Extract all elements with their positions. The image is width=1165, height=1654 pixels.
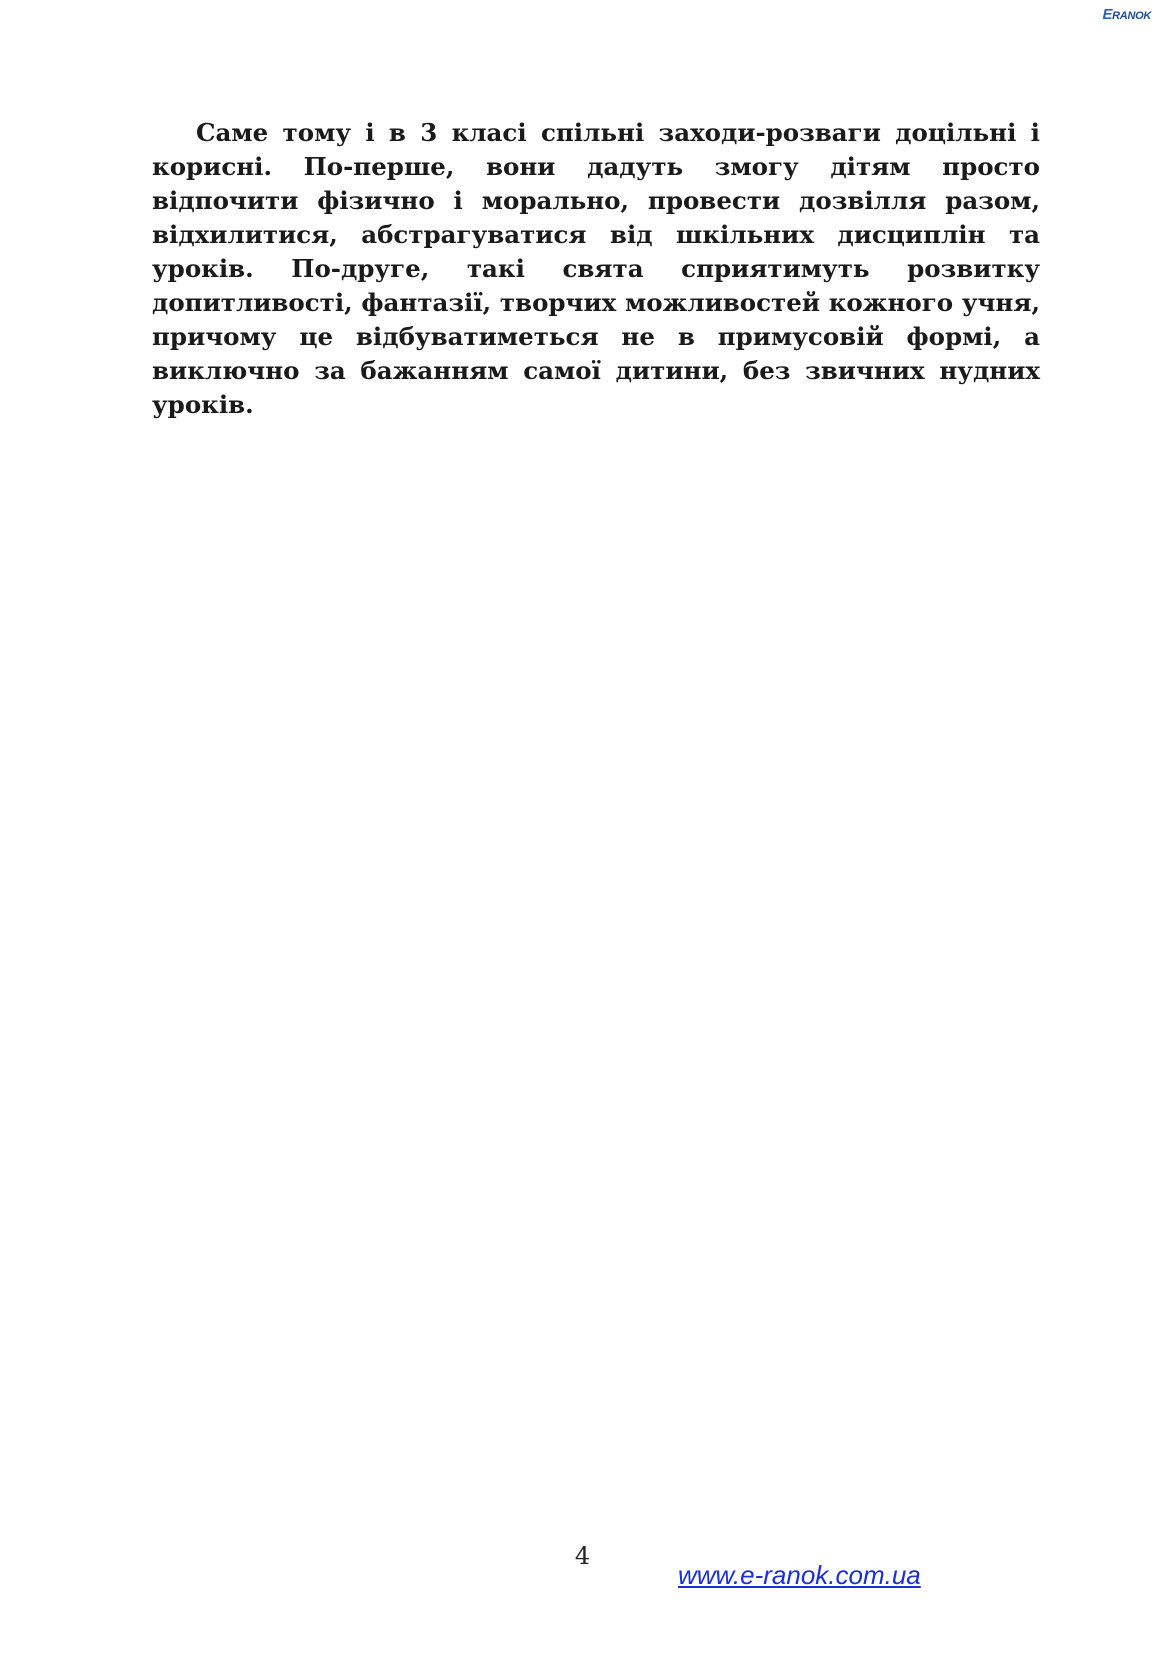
page-number: 4	[574, 1542, 591, 1570]
logo-prefix: E	[1102, 6, 1113, 23]
logo-text: RANOK	[1112, 10, 1151, 22]
site-link[interactable]: www.e-ranok.com.ua	[678, 1560, 921, 1590]
main-text	[152, 116, 1040, 422]
paragraph-1: Саме тому і в 3 класі спільні заходи-розваги доцільні і корисні. По-перше, вони дадуть змогу дітям просто відпочити фізично і морально, провести дозвілля разом, відхилитися, абстрагуватися від шкільних дисциплін та уроків. По-друге, такі свята сприятимуть розвитку допитливості, фантазії, творчих можливостей кожного учня, причому це відбуватиметься не в примусовій формі, а виключно за бажанням самої дитини, без звичних нудних уроків.	[152, 118, 1040, 419]
publisher-logo	[1102, 6, 1151, 23]
